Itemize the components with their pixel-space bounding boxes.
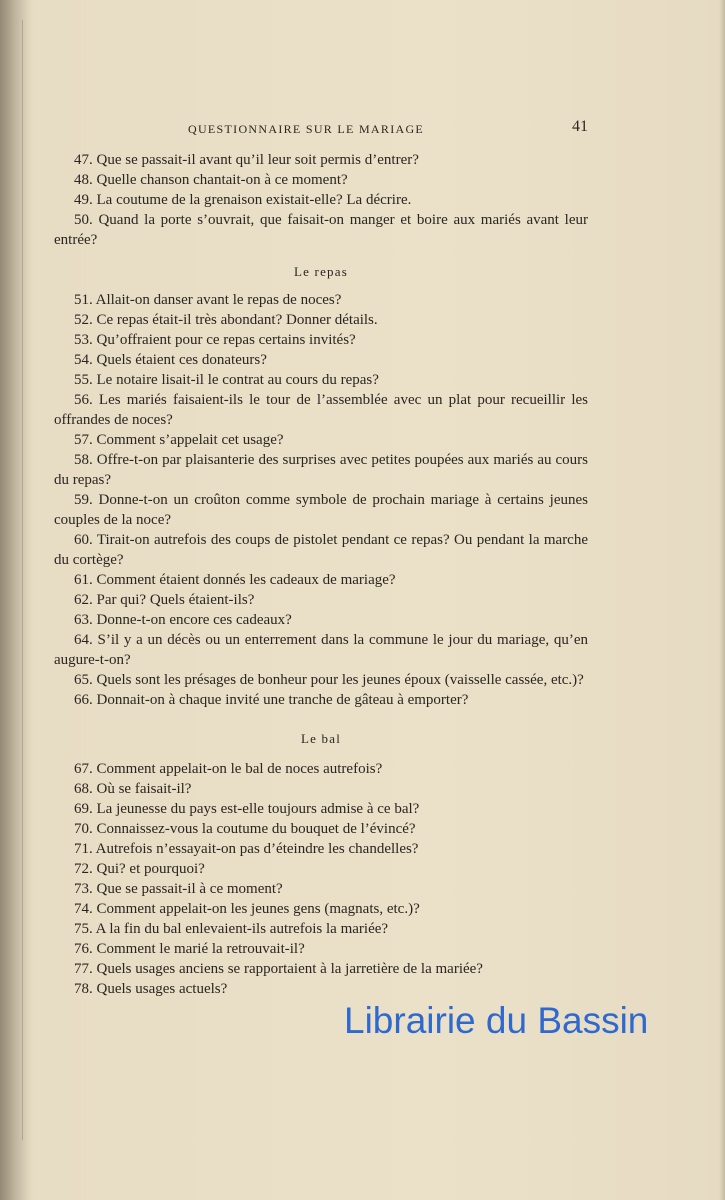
question: 58. Offre-t-on par plaisanterie des surprises avec petites poupées aux mariés au cours du repas?: [54, 452, 588, 488]
question: 60. Tirait-on autrefois des coups de pistolet pendant ce repas? Ou pendant la marche du cortège?: [54, 532, 588, 568]
question: 68. Où se faisait-il?: [74, 781, 192, 797]
question: 61. Comment étaient donnés les cadeaux de mariage?: [74, 572, 396, 588]
section-title-bal: Le bal: [300, 731, 342, 746]
question: 75. A la fin du bal enlevaient-ils autrefois la mariée?: [74, 921, 389, 937]
page-number: 41: [572, 118, 588, 135]
question: 73. Que se passait-il à ce moment?: [74, 881, 283, 897]
question: 59. Donne-t-on un croûton comme symbole de prochain mariage à certains jeunes couples de la noce?: [54, 492, 588, 528]
question: 74. Comment appelait-on les jeunes gens (magnats, etc.)?: [74, 901, 420, 917]
running-head: QUESTIONNAIRE SUR LE MARIAGE: [188, 122, 425, 136]
question: 57. Comment s’appelait cet usage?: [74, 432, 284, 448]
question: 67. Comment appelait-on le bal de noces autrefois?: [74, 761, 383, 777]
section-title-repas: Le repas: [294, 264, 348, 279]
page-header: [54, 118, 588, 142]
question: 71. Autrefois n’essayait-on pas d’éteindre les chandelles?: [74, 841, 419, 857]
question: 52. Ce repas était-il très abondant? Donner détails.: [74, 312, 378, 328]
question: 49. La coutume de la grenaison existait-elle? La décrire.: [74, 192, 412, 208]
question: 56. Les mariés faisaient-ils le tour de l’assemblée avec un plat pour recueillir les offrandes de noces?: [54, 392, 588, 428]
question: 76. Comment le marié la retrouvait-il?: [74, 941, 305, 957]
spine-edge: [0, 20, 23, 1140]
bookseller-watermark: Librairie du Bassin: [344, 1000, 649, 1041]
question: 78. Quels usages actuels?: [74, 981, 228, 997]
question: 54. Quels étaient ces donateurs?: [74, 352, 267, 368]
questionnaire-body: [54, 150, 588, 999]
question: 48. Quelle chanson chantait-on à ce moment?: [74, 172, 348, 188]
question: 66. Donnait-on à chaque invité une tranche de gâteau à emporter?: [74, 692, 469, 708]
question: 69. La jeunesse du pays est-elle toujours admise à ce bal?: [74, 801, 420, 817]
question: 55. Le notaire lisait-il le contrat au cours du repas?: [74, 372, 379, 388]
question: 64. S’il y a un décès ou un enterrement dans la commune le jour du mariage, qu’en augure-t-on?: [54, 632, 588, 668]
question: 70. Connaissez-vous la coutume du bouquet de l’évincé?: [74, 821, 416, 837]
question: 51. Allait-on danser avant le repas de noces?: [74, 292, 342, 308]
question: 47. Que se passait-il avant qu’il leur soit permis d’entrer?: [74, 152, 419, 168]
question: 50. Quand la porte s’ouvrait, que faisait-on manger et boire aux mariés avant leur entrée?: [54, 212, 588, 248]
question: 72. Qui? et pourquoi?: [74, 861, 205, 877]
question: 63. Donne-t-on encore ces cadeaux?: [74, 612, 292, 628]
question: 53. Qu’offraient pour ce repas certains invités?: [74, 332, 356, 348]
question: 77. Quels usages anciens se rapportaient à la jarretière de la mariée?: [74, 961, 483, 977]
question: 65. Quels sont les présages de bonheur pour les jeunes époux (vaisselle cassée, etc.)?: [74, 672, 584, 688]
page-edge: [719, 0, 725, 1200]
question: 62. Par qui? Quels étaient-ils?: [74, 592, 255, 608]
